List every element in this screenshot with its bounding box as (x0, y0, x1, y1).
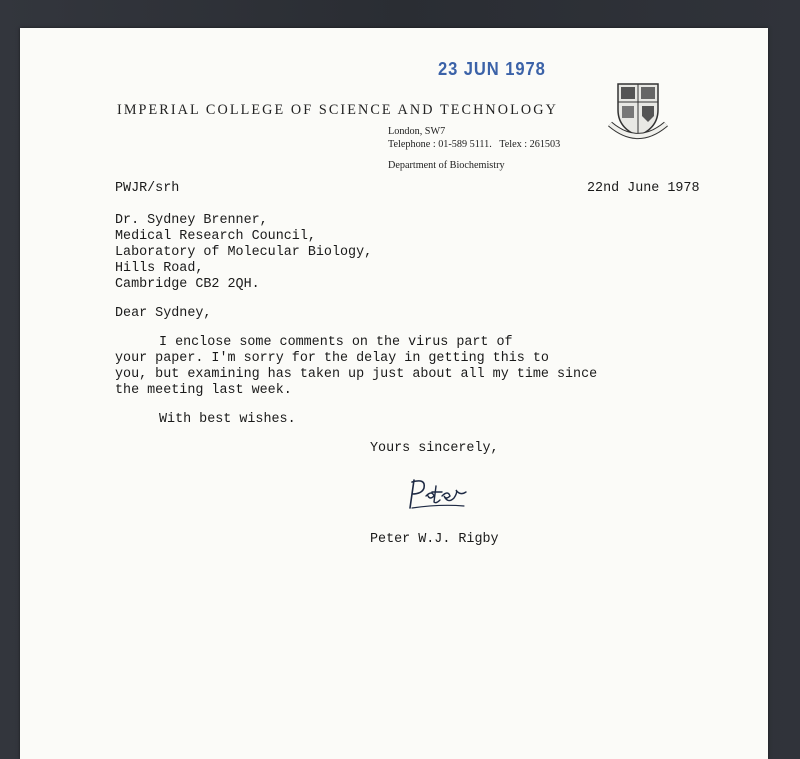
reference-code: PWJR/srh (115, 181, 180, 196)
received-date-stamp: 23 JUN 1978 (438, 59, 546, 79)
recipient-street: Hills Road, (115, 261, 204, 276)
institution-name: IMPERIAL COLLEGE OF SCIENCE AND TECHNOLOGY (117, 102, 558, 118)
body-line-3: you, but examining has taken up just about all my time since (115, 367, 598, 382)
body-line-4: the meeting last week. (115, 383, 292, 398)
letterhead-telex: Telex : 261503 (499, 139, 561, 150)
letterhead-department: Department of Biochemistry (388, 160, 505, 171)
handwritten-signature (400, 474, 472, 514)
letterhead-telephone: Telephone : 01-589 5111. (388, 139, 492, 150)
recipient-organization: Medical Research Council, (115, 229, 316, 244)
salutation: Dear Sydney, (115, 306, 212, 321)
letter-date: 22nd June 1978 (587, 181, 700, 196)
body-line-1: I enclose some comments on the virus part of (159, 335, 513, 350)
recipient-name: Dr. Sydney Brenner, (115, 213, 268, 228)
letterhead-contact (388, 139, 560, 150)
closing: Yours sincerely, (370, 441, 499, 456)
body-line-2: your paper. I'm sorry for the delay in getting this to (115, 351, 549, 366)
best-wishes: With best wishes. (159, 412, 296, 427)
signatory-name: Peter W.J. Rigby (370, 532, 499, 547)
recipient-laboratory: Laboratory of Molecular Biology, (115, 245, 373, 260)
letterhead-city: London, SW7 (388, 126, 446, 137)
recipient-city: Cambridge CB2 2QH. (115, 277, 260, 292)
college-crest-icon (606, 80, 670, 144)
